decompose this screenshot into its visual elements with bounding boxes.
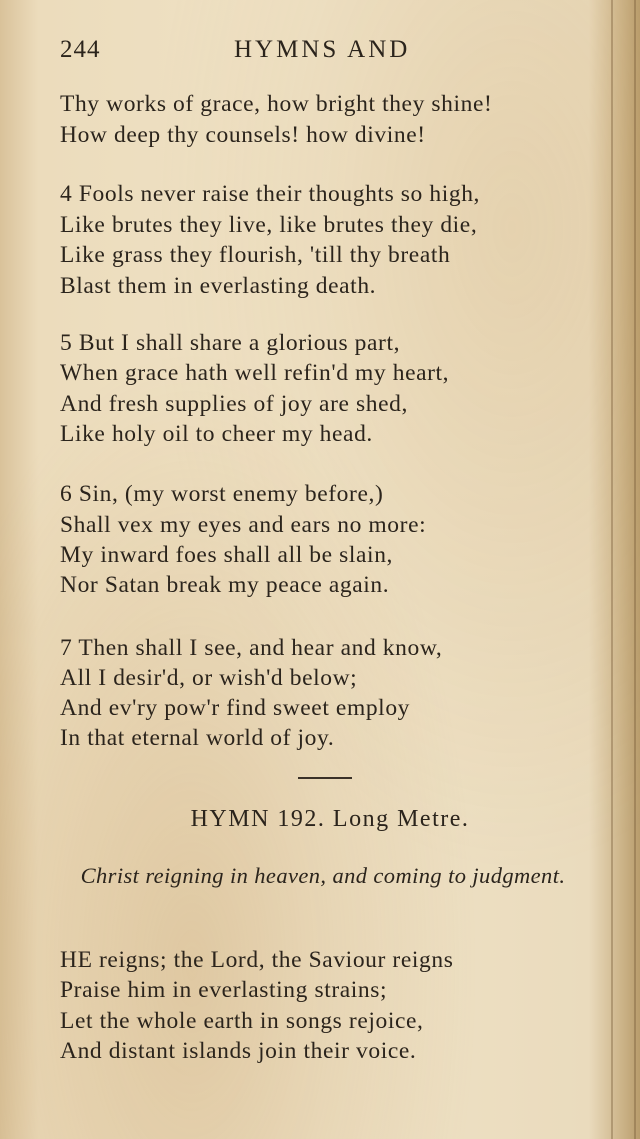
verse-line: My inward foes shall all be slain, bbox=[60, 542, 394, 568]
hymn-line: HE reigns; the Lord, the Saviour reigns bbox=[60, 947, 454, 973]
verse-line: Blast them in everlasting death. bbox=[60, 273, 377, 299]
verse-line: All I desir'd, or wish'd below; bbox=[60, 665, 358, 691]
hymn-line: And distant islands join their voice. bbox=[60, 1038, 417, 1064]
verse-line: And ev'ry pow'r find sweet employ bbox=[60, 695, 411, 721]
verse-line: How deep thy counsels! how divine! bbox=[60, 122, 426, 148]
hymn-line: Let the whole earth in songs rejoice, bbox=[60, 1008, 424, 1034]
verse-line: 5 But I shall share a glorious part, bbox=[60, 330, 401, 356]
verse-line: Like holy oil to cheer my head. bbox=[60, 421, 373, 447]
verse-line: Nor Satan break my peace again. bbox=[60, 572, 390, 598]
hymn-line: Praise him in everlasting strains; bbox=[60, 977, 388, 1003]
verse-line: Shall vex my eyes and ears no more: bbox=[60, 512, 427, 538]
verse-line: In that eternal world of joy. bbox=[60, 725, 335, 751]
verse-line: When grace hath well refin'd my heart, bbox=[60, 360, 450, 386]
page-header bbox=[60, 32, 580, 72]
hymn-title: HYMN 192. Long Metre. bbox=[190, 806, 470, 832]
verse-line: 7 Then shall I see, and hear and know, bbox=[60, 635, 443, 661]
section-divider bbox=[298, 777, 352, 779]
running-head: HYMNS AND bbox=[234, 36, 411, 63]
verse-line: 6 Sin, (my worst enemy before,) bbox=[60, 481, 384, 507]
hymn-subtitle: Christ reigning in heaven, and coming to judgment. bbox=[80, 863, 566, 888]
page-edge-shadow bbox=[611, 0, 613, 1139]
page-edge-shadow bbox=[634, 0, 636, 1139]
verse-line: Like brutes they live, like brutes they die, bbox=[60, 212, 478, 238]
verse-line: And fresh supplies of joy are shed, bbox=[60, 391, 408, 417]
verse-line: Like grass they flourish, 'till thy breath bbox=[60, 242, 451, 268]
verse-line: 4 Fools never raise their thoughts so high, bbox=[60, 181, 481, 207]
verse-line: Thy works of grace, how bright they shine! bbox=[60, 91, 493, 117]
page-number: 244 bbox=[60, 36, 101, 63]
